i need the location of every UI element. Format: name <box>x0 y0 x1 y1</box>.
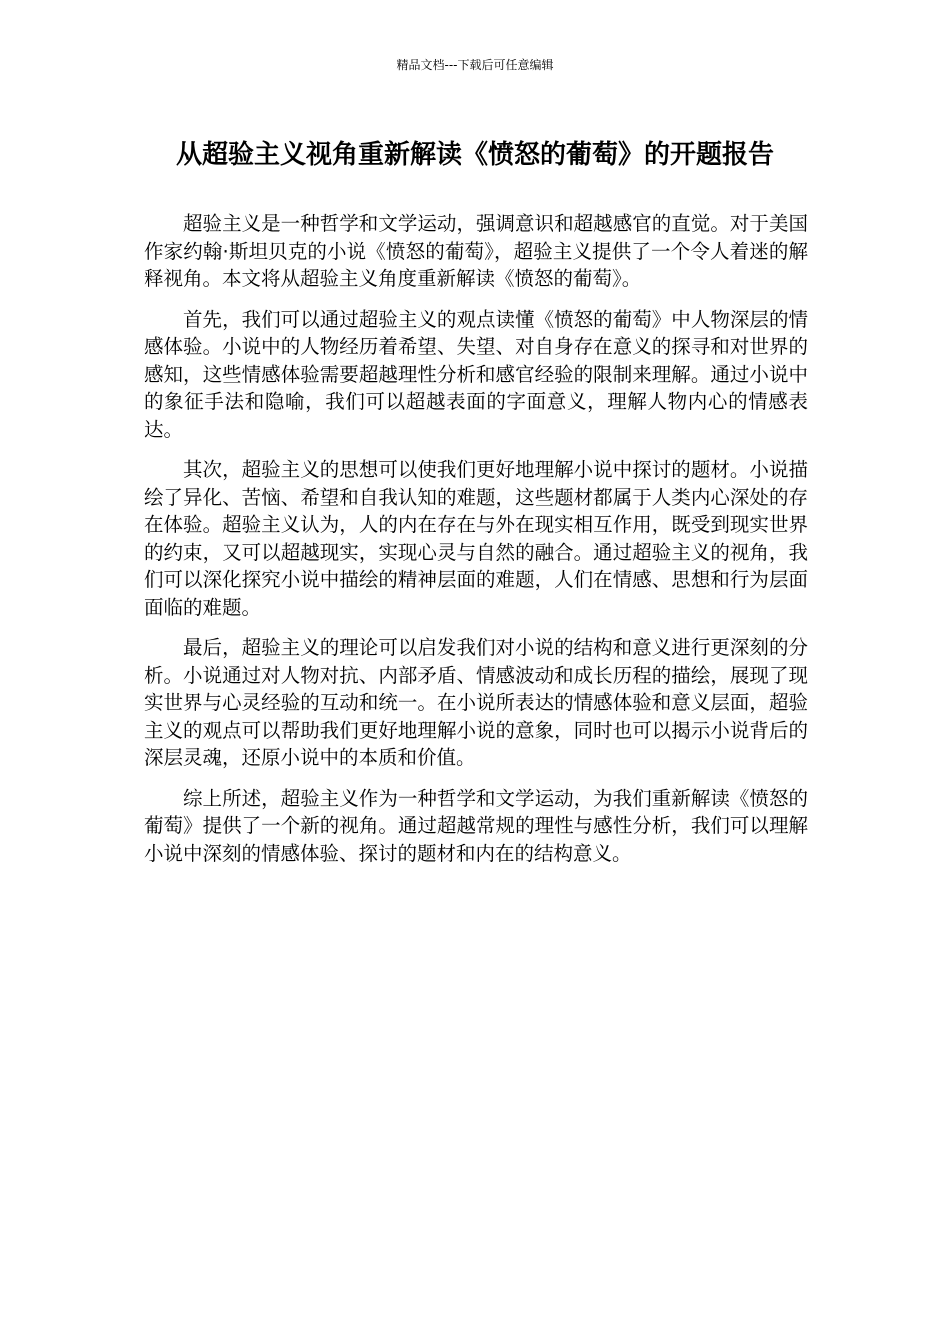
header-note: 精品文档---下载后可任意编辑 <box>396 58 554 72</box>
paragraph-3: 其次，超验主义的思想可以使我们更好地理解小说中探讨的题材。小说描绘了异化、苦恼、希望和自我认知的难题，这些题材都属于人类内心深处的存在体验。超验主义认为，人的内在存在与外在现实相互作用，既受到现实世界的约束，又可以超越现实，实现心灵与自然的融合。通过超验主义的视角，我们可以深化探究小说中描绘的精神层面的难题，人们在情感、思想和行为层面面临的难题。 <box>144 458 808 619</box>
document-title: 从超验主义视角重新解读《愤怒的葡萄》的开题报告 <box>175 140 774 170</box>
paragraph-2: 首先，我们可以通过超验主义的观点读懂《愤怒的葡萄》中人物深层的情感体验。小说中的人物经历着希望、失望、对自身存在意义的探寻和对世界的感知，这些情感体验需要超越理性分析和感官经验的限制来理解。通过小说中的象征手法和隐喻，我们可以超越表面的字面意义，理解人物内心的情感表达。 <box>144 307 808 441</box>
paragraph-4: 最后，超验主义的理论可以启发我们对小说的结构和意义进行更深刻的分析。小说通过对人物对抗、内部矛盾、情感波动和成长历程的描绘，展现了现实世界与心灵经验的互动和统一。在小说所表达的情感体验和意义层面，超验主义的观点可以帮助我们更好地理解小说的意象，同时也可以揭示小说背后的深层灵魂，还原小说中的本质和价值。 <box>144 636 808 769</box>
paragraph-1: 超验主义是一种哲学和文学运动，强调意识和超越感官的直觉。对于美国作家约翰·斯坦贝克的小说《愤怒的葡萄》，超验主义提供了一个令人着迷的解释视角。本文将从超验主义角度重新解读《愤怒的葡萄》。 <box>144 212 808 290</box>
document-body <box>144 210 808 880</box>
paragraph-5: 综上所述，超验主义作为一种哲学和文学运动，为我们重新解读《愤怒的葡萄》提供了一个新的视角。通过超越常规的理性与感性分析，我们可以理解小说中深刻的情感体验、探讨的题材和内在的结构意义。 <box>144 786 808 865</box>
